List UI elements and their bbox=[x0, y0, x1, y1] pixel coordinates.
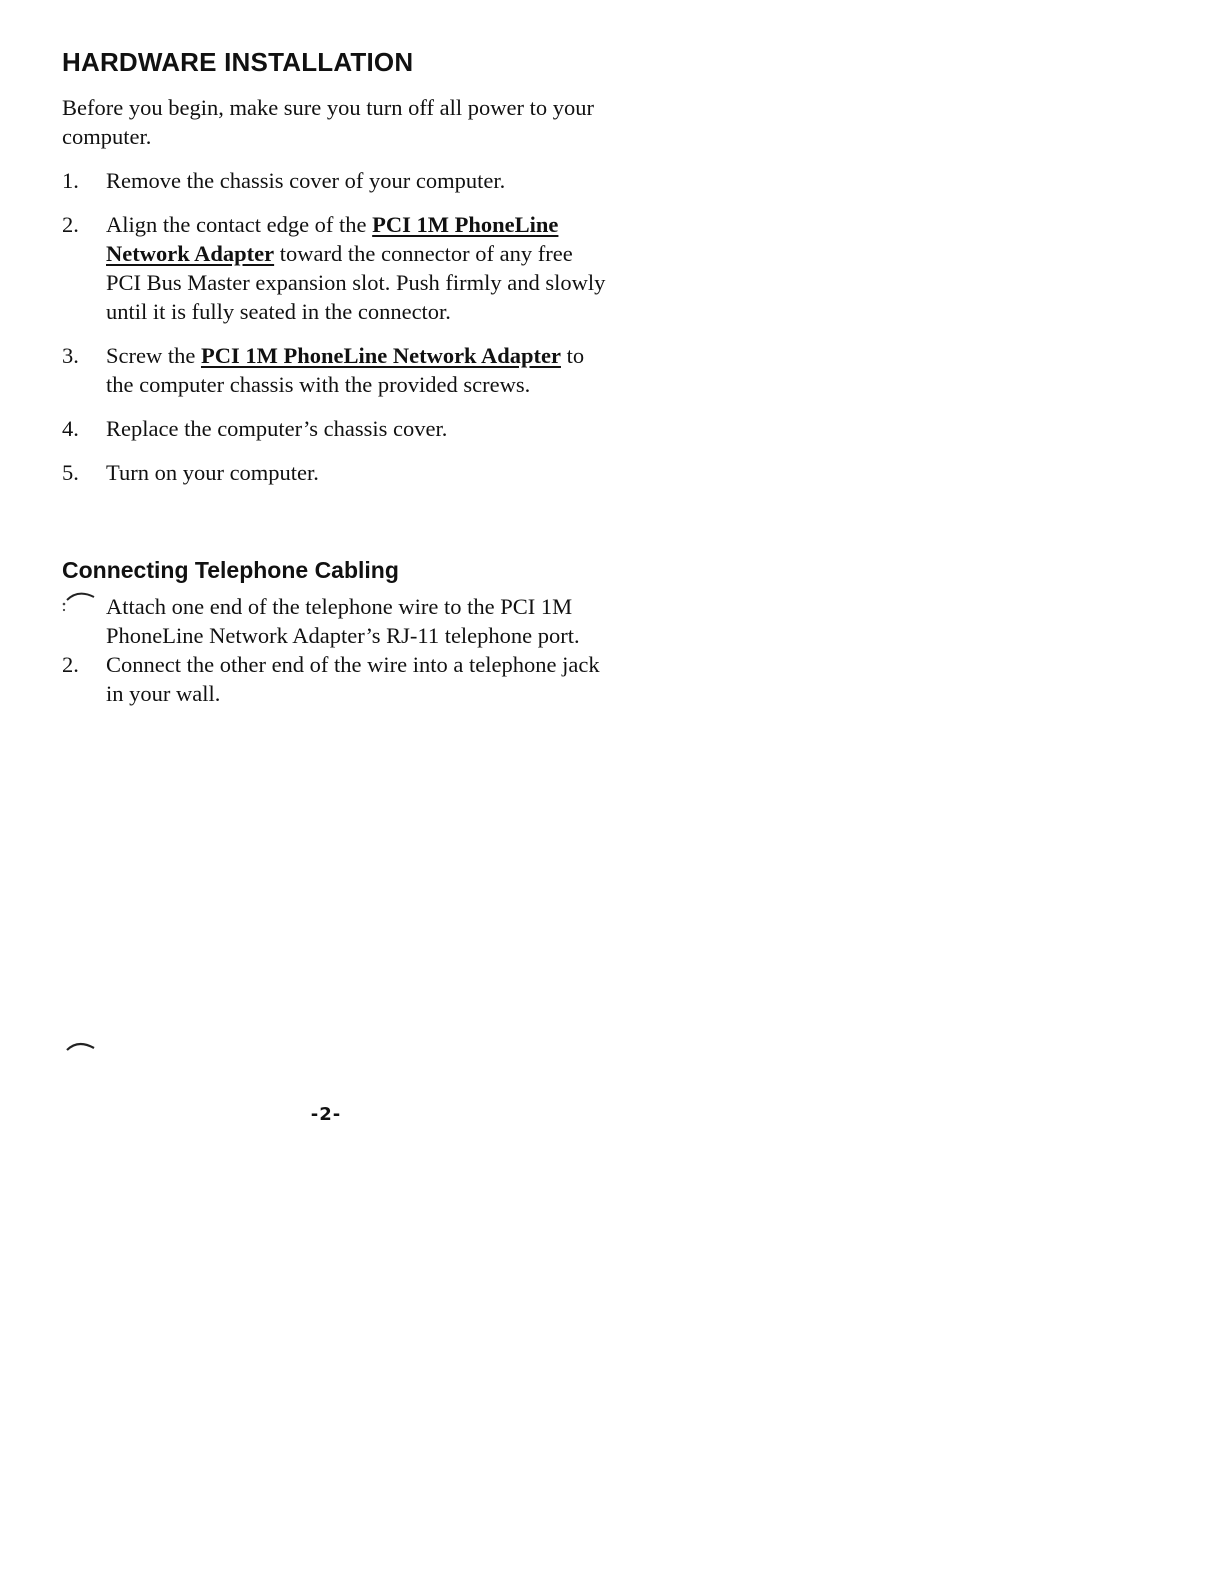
step-text: Connect the other end of the wire into a telephone jack in your wall. bbox=[106, 652, 600, 706]
step-text: Remove the chassis cover of your computer. bbox=[106, 168, 506, 193]
product-name: PCI 1M PhoneLine Network Adapter bbox=[106, 212, 559, 266]
step-number: 3. bbox=[62, 343, 79, 368]
step-number: 2. bbox=[62, 652, 79, 677]
step-number: 4. bbox=[62, 416, 79, 441]
step-text: Align the contact edge of the bbox=[106, 212, 373, 237]
page-number: -2- bbox=[310, 1104, 342, 1125]
step-text: Attach one end of the telephone wire to the PCI 1M PhoneLine Network Adapter’s RJ-11 telephone port. bbox=[106, 594, 580, 648]
step-text: Screw the bbox=[106, 343, 201, 368]
step-5 bbox=[62, 458, 606, 487]
product-name: PCI 1M PhoneLine Network Adapter bbox=[200, 343, 561, 368]
step-number: 5. bbox=[62, 460, 79, 485]
scan-mark-icon bbox=[64, 1036, 100, 1056]
step-2 bbox=[62, 210, 606, 326]
section-heading: Connecting Telephone Cabling bbox=[62, 557, 399, 583]
step-1 bbox=[62, 166, 606, 195]
step-text: to the computer chassis with the provided screws. bbox=[106, 343, 585, 397]
step-3 bbox=[62, 341, 606, 399]
cabling-step-2 bbox=[62, 650, 606, 708]
cabling-steps bbox=[62, 592, 606, 708]
step-number: 2. bbox=[62, 212, 79, 237]
installation-steps bbox=[62, 166, 606, 487]
cabling-step-1 bbox=[62, 592, 606, 650]
step-text: toward the connector of any free PCI Bus Master expansion slot. Push firmly and slowly until it is fully seated in the connector. bbox=[106, 241, 606, 324]
step-text: Turn on your computer. bbox=[106, 460, 319, 485]
page-title: HARDWARE INSTALLATION bbox=[62, 47, 414, 77]
step-number: 1. bbox=[62, 168, 79, 193]
intro-paragraph: Before you begin, make sure you turn off all power to your computer. bbox=[62, 95, 594, 149]
step-4 bbox=[62, 414, 606, 443]
step-text: Replace the computer’s chassis cover. bbox=[106, 416, 448, 441]
